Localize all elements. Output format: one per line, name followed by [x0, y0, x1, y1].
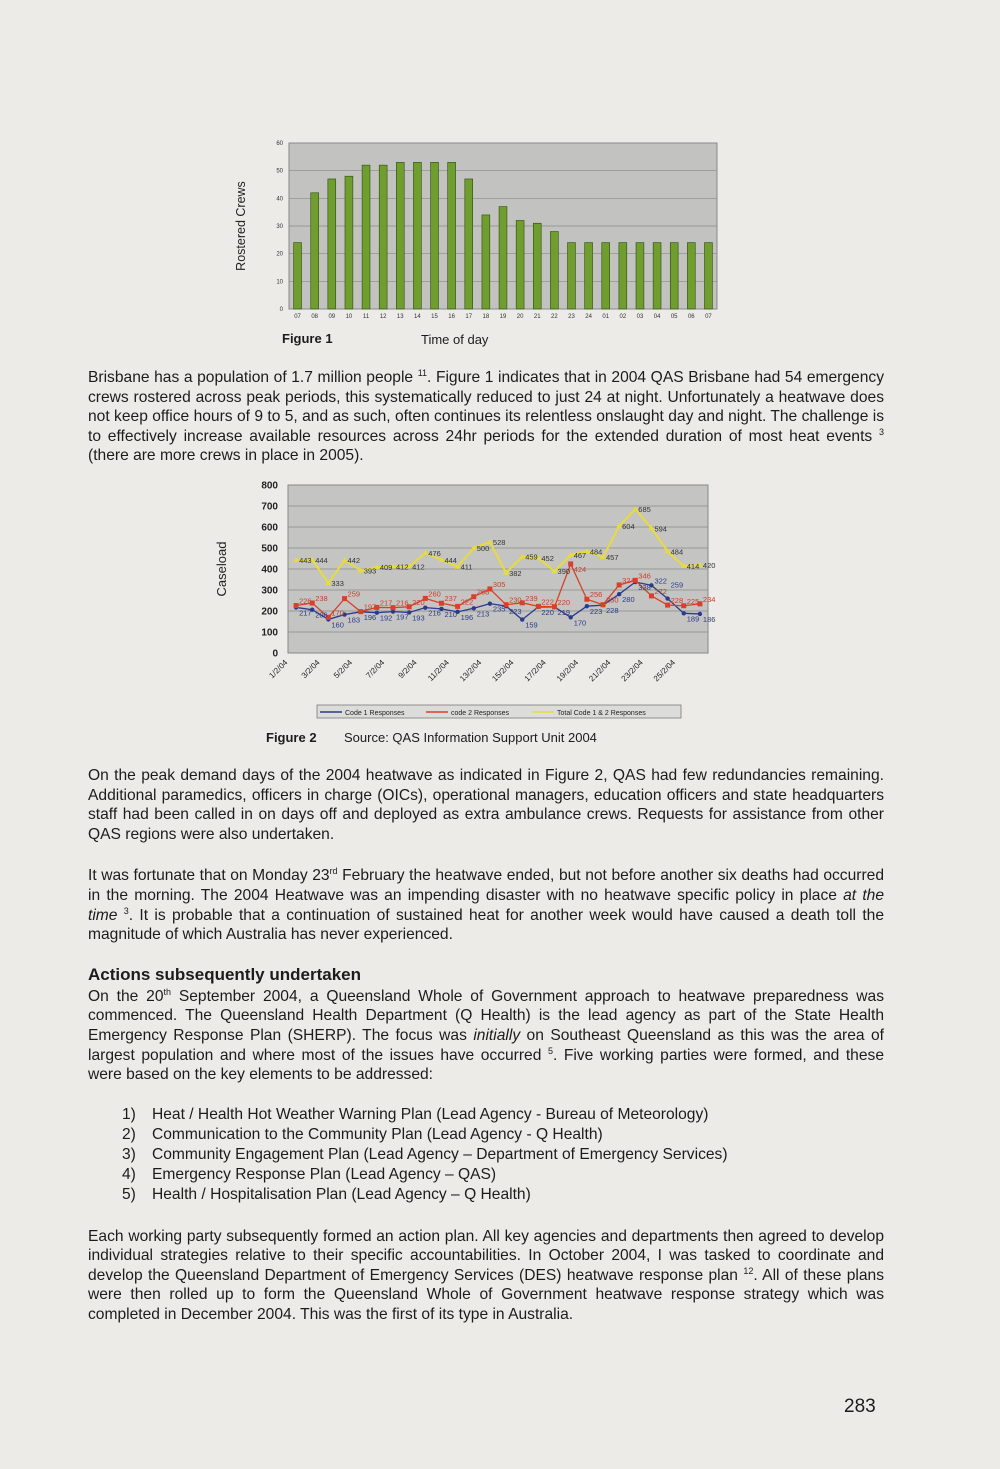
data-label: 305	[492, 579, 506, 589]
x-tick-label: 15/2/04	[490, 658, 516, 684]
data-point	[520, 617, 524, 621]
text: It was fortunate that on Monday 23	[88, 867, 330, 885]
data-point	[439, 601, 444, 606]
section-heading: Actions subsequently undertaken	[88, 964, 361, 984]
x-tick-label: 08	[311, 314, 319, 320]
data-label: 216	[396, 598, 409, 608]
bar	[705, 243, 713, 309]
list-number: 1)	[122, 1105, 136, 1123]
y-tick-label: 10	[276, 279, 283, 286]
bar	[396, 162, 404, 309]
data-label: 223	[509, 607, 522, 617]
y-tick-label: 40	[276, 196, 283, 203]
text: . Figure 1 indicates that in 2004 QAS Brisbane had 54 emergency crews rostered across peak periods, this systematically reduced to just 24 at night. Unfortunately a heatwave does not keep office hours of 9 to 5, and as such, often continues its relentless onslaught day and night. The challenge is to effectively increase available resources across 24hr periods for the extended duration of most heat events	[88, 369, 884, 445]
x-tick-label: 22	[551, 314, 558, 320]
x-tick-label: 16	[448, 314, 455, 320]
bar	[619, 243, 627, 309]
data-label: 500	[476, 543, 490, 553]
bar	[448, 162, 456, 309]
bar	[413, 162, 421, 309]
data-label: 457	[606, 552, 619, 562]
figure-1-caption-row	[88, 333, 884, 355]
x-tick-label: 07	[294, 314, 301, 320]
data-label: 238	[315, 593, 328, 603]
data-label: 217	[379, 598, 393, 608]
data-label: 382	[509, 568, 522, 578]
list-item	[122, 1125, 884, 1145]
text: Brisbane has a population of 1.7 million people	[88, 369, 418, 386]
bar	[602, 243, 610, 309]
x-tick-label: 13	[396, 314, 404, 320]
bar	[533, 223, 541, 309]
bar	[499, 207, 507, 309]
data-label: 197	[363, 602, 377, 612]
paragraph-action-plans	[88, 1227, 884, 1325]
data-label: 459	[525, 552, 538, 562]
x-tick-label: 19	[499, 314, 507, 320]
y-tick-label: 600	[261, 522, 278, 534]
data-label: 220	[557, 597, 571, 607]
data-point	[665, 603, 670, 608]
text: February the heatwave ended, but not before another six deaths had occurred in the morning. The 2004 Heatwave was an impending disaster with no heatwave specific policy in place	[88, 867, 884, 904]
x-tick-label: 03	[636, 314, 644, 320]
data-label: 346	[638, 571, 651, 581]
data-label: 414	[686, 562, 700, 572]
data-point	[665, 596, 669, 600]
page-number: 283	[844, 1396, 876, 1417]
x-tick-label: 17/2/04	[522, 658, 548, 684]
paragraph-population	[88, 368, 884, 466]
x-tick-label: 23	[568, 314, 575, 320]
data-point	[472, 606, 476, 610]
list-item	[122, 1165, 884, 1185]
legend-label: Code 1 Responses	[345, 709, 405, 717]
figure-2-line-chart	[210, 476, 720, 726]
x-tick-label: 14	[414, 314, 421, 320]
data-label: 230	[606, 595, 619, 605]
page-content	[88, 133, 884, 1325]
bar	[311, 193, 319, 309]
bar	[687, 243, 695, 309]
data-label: 220	[541, 607, 554, 617]
list-item	[122, 1105, 884, 1125]
data-label: 256	[589, 590, 603, 600]
bar	[550, 232, 558, 309]
data-label: 216	[428, 608, 441, 618]
x-tick-label: 17	[465, 314, 473, 320]
data-point	[488, 601, 492, 605]
bar	[585, 243, 593, 309]
text: September 2004, a Queensland Whole of Government approach to heatwave preparedness was commenced. The Queensland Health Department (Q Health) is the lead agency as part of the State Health Emergency Response Plan (SHERP). The focus was	[88, 987, 884, 1044]
x-tick-label: 9/2/04	[396, 658, 419, 681]
data-label: 338	[638, 582, 651, 592]
x-tick-label: 1/2/04	[267, 658, 290, 681]
data-point	[342, 596, 347, 601]
x-tick-label: 21/2/04	[587, 658, 613, 684]
figure-1-bar-chart	[225, 133, 725, 333]
x-tick-label: 10	[345, 314, 353, 320]
data-label: 206	[315, 610, 328, 620]
data-point	[617, 582, 622, 587]
data-label: 443	[299, 555, 312, 565]
data-label: 685	[638, 505, 651, 515]
x-tick-label: 07	[705, 314, 712, 320]
data-point	[682, 611, 686, 615]
x-tick-label: 05	[670, 314, 678, 320]
data-label: 484	[670, 547, 684, 557]
data-label: 228	[606, 606, 619, 616]
data-label: 220	[412, 597, 425, 607]
y-tick-label: 100	[261, 627, 278, 639]
y-tick-label: 300	[261, 585, 278, 597]
x-tick-label: 01	[602, 314, 610, 320]
y-tick-label: 60	[276, 141, 283, 147]
data-label: 197	[396, 612, 409, 622]
x-tick-label: 25/2/04	[651, 658, 678, 684]
list-number: 5)	[122, 1185, 136, 1203]
data-label: 467	[573, 550, 587, 560]
data-label: 528	[492, 538, 506, 548]
x-tick-label: 3/2/04	[299, 658, 322, 681]
data-label: 234	[702, 594, 716, 604]
legend-label: code 2 Responses	[451, 709, 509, 717]
y-tick-label: 200	[261, 606, 278, 618]
text: . All of these plans were then rolled up to form the Queensland Whole of Government heatwave response strategy which was completed in December 2004. This was the first of its type in Australia.	[88, 1266, 885, 1324]
list-text: Heat / Health Hot Weather Warning Plan (Lead Agency - Bureau of Meteorology)	[152, 1105, 709, 1123]
figure-1-caption: Figure 1	[282, 331, 333, 346]
data-label: 230	[509, 595, 522, 605]
x-tick-label: 18	[482, 314, 490, 320]
list-item	[122, 1185, 884, 1205]
data-label: 260	[428, 589, 441, 599]
data-label: 186	[702, 614, 716, 624]
citation: 5	[547, 1045, 553, 1056]
legend-label: Total Code 1 & 2 Responses	[557, 709, 646, 717]
y-tick-label: 30	[276, 224, 283, 230]
data-label: 225	[686, 596, 700, 606]
y-axis-label: Rostered Crews	[234, 181, 248, 271]
x-tick-label: 15	[431, 314, 438, 320]
data-label: 324	[622, 575, 635, 585]
data-point	[455, 604, 460, 609]
data-label: 322	[654, 576, 667, 586]
x-tick-label: 24	[585, 314, 592, 320]
citation: 3	[123, 905, 129, 916]
y-tick-label: 0	[272, 648, 278, 660]
data-label: 604	[622, 522, 635, 532]
data-label: 393	[363, 566, 377, 576]
data-label: 210	[444, 609, 457, 619]
bar	[465, 179, 473, 309]
data-label: 390	[557, 567, 571, 577]
data-label: 223	[589, 607, 603, 617]
citation: 12	[743, 1265, 754, 1276]
working-parties-list	[88, 1105, 884, 1205]
data-point	[568, 561, 573, 566]
x-tick-label: 20	[516, 314, 524, 320]
list-text: Communication to the Community Plan (Lead Agency - Q Health)	[152, 1125, 603, 1143]
data-label: 411	[460, 562, 473, 572]
superscript: th	[163, 986, 172, 997]
data-label: 192	[379, 613, 393, 623]
data-label: 170	[331, 608, 344, 618]
data-point	[358, 609, 363, 614]
list-item	[122, 1145, 884, 1165]
bar	[516, 220, 524, 309]
bar	[362, 165, 370, 309]
data-label: 170	[573, 618, 587, 628]
data-label: 219	[557, 607, 571, 617]
data-label: 444	[315, 555, 328, 565]
data-label: 484	[589, 547, 603, 557]
data-point	[585, 604, 589, 608]
data-label: 228	[670, 596, 684, 606]
citation: 11	[417, 367, 428, 378]
data-label: 239	[525, 593, 538, 603]
x-tick-label: 5/2/04	[331, 658, 355, 681]
y-tick-label: 700	[261, 501, 278, 513]
citation: 3	[878, 426, 884, 437]
bar	[345, 176, 353, 309]
data-label: 409	[379, 563, 393, 573]
data-label: 213	[476, 609, 490, 619]
y-tick-label: 20	[276, 251, 283, 258]
data-label: 237	[444, 594, 457, 604]
data-point	[536, 604, 541, 609]
text: On the 20	[88, 987, 164, 1005]
bar	[328, 179, 336, 309]
data-label: 222	[541, 597, 554, 607]
data-label: 424	[573, 564, 587, 574]
text: . It is probable that a continuation of sustained heat for another week would have caused a death toll the magnitude of which Australia has never experienced.	[88, 906, 884, 944]
data-label: 272	[654, 586, 667, 596]
data-label: 412	[412, 562, 425, 572]
paragraph-wog-approach	[88, 987, 884, 1085]
bar	[568, 243, 576, 309]
paragraph-heatwave-ended	[88, 866, 884, 944]
data-label: 268	[476, 587, 490, 597]
data-label: 333	[331, 579, 344, 589]
list-text: Emergency Response Plan (Lead Agency – QAS)	[152, 1165, 497, 1183]
text: on Southeast Queensland as this was the area of largest population and where most of the issues have occurred	[88, 1026, 884, 1064]
x-tick-label: 19/2/04	[554, 658, 581, 684]
list-number: 2)	[122, 1125, 136, 1143]
data-label: 159	[525, 620, 538, 630]
paragraph-peak-demand: On the peak demand days of the 2004 heatwave as indicated in Figure 2, QAS had few redundancies remaining. Additional paramedics, officers in charge (OICs), operational managers, education officers and state headquarters staff had been called in on days off and deployed as extra ambulance crews. Requests for assistance from other QAS regions were also undertaken.	[88, 766, 884, 843]
superscript: rd	[329, 866, 338, 877]
y-tick-label: 0	[279, 307, 283, 313]
x-tick-label: 09	[328, 314, 336, 320]
figure-2-source: Source: QAS Information Support Unit 2004	[344, 729, 597, 745]
data-label: 280	[622, 595, 635, 605]
x-tick-label: 04	[653, 314, 661, 320]
x-tick-label: 11/2/04	[426, 658, 451, 683]
list-number: 3)	[122, 1145, 136, 1163]
data-label: 193	[412, 613, 425, 623]
x-tick-label: 06	[687, 314, 695, 320]
data-label: 196	[363, 612, 377, 622]
list-text: Health / Hospitalisation Plan (Lead Agency – Q Health)	[152, 1185, 531, 1203]
data-label: 226	[299, 596, 312, 606]
bar	[294, 243, 302, 309]
data-label: 594	[654, 524, 667, 534]
emphasis: initially	[473, 1026, 521, 1044]
text: Each working party subsequently formed an action plan. All key agencies and departments then agreed to develop individual strategies relative to their specific accountabilities. In October 2004, I was tasked to coordinate and develop the Queensland Department of Emergency Services (DES) heatwave response plan	[88, 1227, 884, 1284]
list-text: Community Engagement Plan (Lead Agency – Department of Emergency Services)	[152, 1145, 728, 1163]
text: (there are more crews in place in 2005).	[88, 447, 364, 465]
x-tick-label: 02	[619, 314, 627, 320]
data-label: 217	[299, 608, 312, 618]
x-tick-label: 12	[379, 314, 387, 320]
data-label: 476	[428, 549, 441, 559]
x-tick-label: 11	[362, 314, 370, 320]
bar	[482, 215, 490, 309]
bar	[379, 165, 387, 309]
data-label: 183	[347, 615, 361, 625]
x-tick-label: 23/2/04	[619, 658, 645, 684]
figure-1-xlabel: Time of day	[421, 332, 489, 347]
data-point	[294, 603, 299, 608]
data-point	[649, 593, 654, 598]
data-label: 452	[541, 554, 554, 564]
data-label: 189	[686, 614, 700, 624]
y-axis-label: Caseload	[214, 541, 229, 597]
bar	[636, 243, 644, 309]
data-label: 222	[460, 597, 474, 607]
data-label: 420	[702, 560, 716, 570]
y-tick-label: 400	[261, 564, 278, 576]
x-tick-label: 7/2/04	[364, 658, 387, 681]
text: . Five working parties were formed, and these were based on the key elements to be addressed:	[88, 1046, 884, 1084]
x-tick-label: 21	[533, 314, 541, 320]
data-label: 259	[347, 589, 361, 599]
y-tick-label: 500	[261, 543, 278, 555]
bar	[653, 243, 661, 309]
x-tick-label: 13/2/04	[458, 658, 484, 684]
data-label: 160	[331, 620, 344, 630]
emphasis: at the time	[88, 886, 885, 924]
data-label: 412	[396, 562, 409, 572]
figure-2-caption: Figure 2	[266, 729, 317, 745]
bar	[670, 243, 678, 309]
data-label: 259	[670, 580, 684, 590]
y-tick-label: 50	[276, 168, 283, 175]
figure-2-caption-row	[88, 730, 884, 748]
data-label: 235	[492, 604, 506, 614]
bar	[431, 162, 439, 309]
data-point	[584, 597, 589, 602]
list-number: 4)	[122, 1165, 136, 1183]
data-label: 444	[444, 555, 457, 565]
y-tick-label: 800	[261, 480, 278, 492]
data-label: 442	[347, 556, 361, 566]
data-label: 196	[460, 612, 474, 622]
